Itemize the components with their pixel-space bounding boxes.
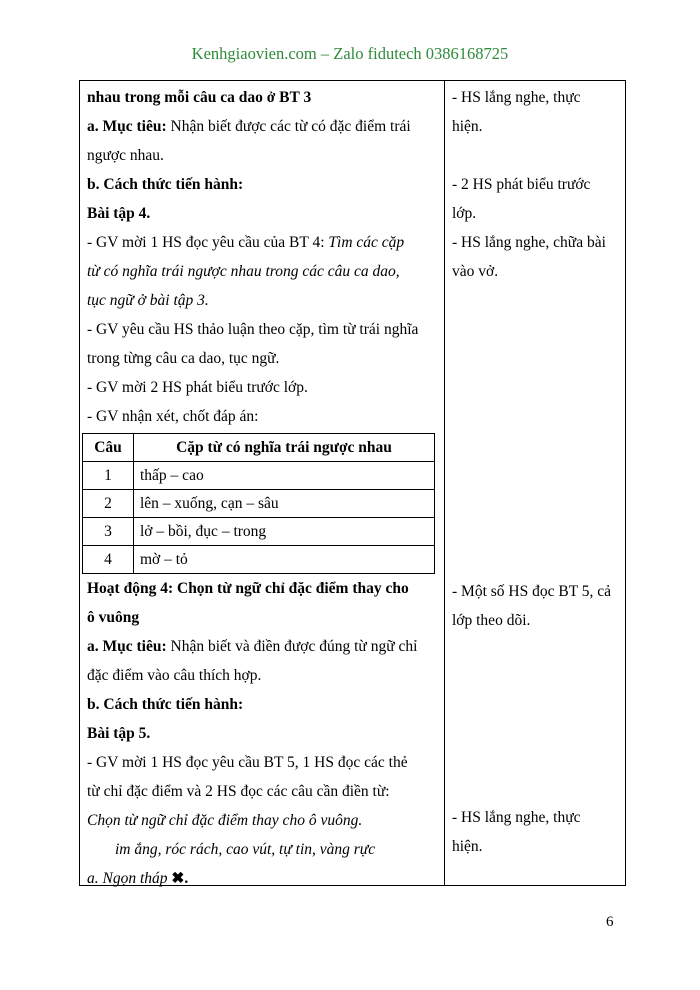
answer-table-header: [83, 434, 435, 462]
student-response-4b: lớp theo dõi.: [452, 612, 531, 629]
student-response-3a: - HS lắng nghe, chữa bài: [452, 234, 606, 251]
exercise-5-line-1: - GV mời 1 HS đọc yêu cầu BT 5, 1 HS đọc các thẻ: [87, 754, 408, 771]
objective-label: a. Mục tiêu:: [87, 118, 167, 135]
blank-mark-icon: ✖.: [171, 870, 189, 887]
table-row: [83, 490, 435, 518]
header-site: Kenhgiaovien.com: [191, 44, 317, 63]
objective-line-2: ngược nhau.: [87, 147, 164, 164]
lesson-table: [79, 80, 626, 886]
exercise-4-line-2: từ có nghĩa trái ngược nhau trong các câu ca dao,: [87, 263, 400, 280]
student-response-5b: hiện.: [452, 838, 483, 855]
sentence-a: [87, 864, 439, 893]
exercise-5-heading: Bài tập 5.: [87, 725, 151, 742]
table-row: [83, 518, 435, 546]
exercise-4-line-1: [87, 228, 439, 257]
student-response-2b: lớp.: [452, 205, 477, 222]
page-number: 6: [606, 914, 614, 930]
table-row: [83, 546, 435, 574]
objective-line: [87, 112, 439, 141]
exercise-4-line-3: tục ngữ ở bài tập 3.: [87, 292, 209, 309]
row-value: mờ – tỏ: [134, 546, 435, 574]
student-column: [452, 83, 622, 861]
header-contact: Zalo fidutech 0386168725: [333, 44, 509, 63]
sentence-a-text: a. Ngọn tháp: [87, 870, 172, 887]
exercise-4-line-5: trong từng câu ca dao, tục ngữ.: [87, 350, 280, 367]
objective-text: Nhận biết được các từ có đặc điểm trái: [166, 118, 411, 135]
student-response-4a: - Một số HS đọc BT 5, cả: [452, 583, 612, 600]
row-number: 4: [83, 546, 134, 574]
exercise-4-pre: - GV mời 1 HS đọc yêu cầu của BT 4:: [87, 234, 329, 251]
exercise-4-italic: Tìm các cặp: [328, 234, 405, 251]
exercise-4-line-4: - GV yêu cầu HS thảo luận theo cặp, tìm từ trái nghĩa: [87, 321, 419, 338]
exercise-5-line-2: từ chỉ đặc điểm và 2 HS đọc các câu cần điền từ:: [87, 783, 390, 800]
page-header: [0, 44, 700, 64]
teacher-column: [87, 83, 439, 893]
objective-2-label: a. Mục tiêu:: [87, 638, 167, 655]
student-response-2a: - 2 HS phát biểu trước: [452, 176, 591, 193]
student-response-1a: - HS lắng nghe, thực: [452, 89, 581, 106]
student-response-1b: hiện.: [452, 118, 483, 135]
answer-col-pairs: Cặp từ có nghĩa trái ngược nhau: [134, 434, 435, 462]
row-number: 3: [83, 518, 134, 546]
exercise-4-heading: Bài tập 4.: [87, 205, 151, 222]
activity-4-title: Hoạt động 4: Chọn từ ngữ chỉ đặc điểm thay cho: [87, 580, 409, 597]
header-separator: –: [316, 44, 334, 63]
exercise-4-line-7: - GV nhận xét, chốt đáp án:: [87, 408, 259, 425]
activity-4-title-2: ô vuông: [87, 609, 140, 626]
row-number: 2: [83, 490, 134, 518]
row-value: lở – bồi, đục – trong: [134, 518, 435, 546]
student-response-5a: - HS lắng nghe, thực: [452, 809, 581, 826]
answer-col-number: Câu: [83, 434, 134, 462]
activity-title-cont: nhau trong mỗi câu ca dao ở BT 3: [87, 89, 312, 106]
table-row: [83, 462, 435, 490]
exercise-4-line-6: - GV mời 2 HS phát biểu trước lớp.: [87, 379, 308, 396]
answer-table: [82, 433, 435, 574]
objective-2-line: [87, 632, 439, 661]
row-number: 1: [83, 462, 134, 490]
row-value: thấp – cao: [134, 462, 435, 490]
row-value: lên – xuống, cạn – sâu: [134, 490, 435, 518]
column-divider: [444, 81, 445, 885]
exercise-5-line-3: Chọn từ ngữ chỉ đặc điểm thay cho ô vuông.: [87, 812, 363, 829]
objective-2-line-2: đặc điểm vào câu thích hợp.: [87, 667, 262, 684]
student-response-3b: vào vở.: [452, 263, 499, 280]
word-bank: im ắng, róc rách, cao vút, tự tin, vàng rực: [115, 841, 376, 858]
method-heading: b. Cách thức tiến hành:: [87, 176, 244, 193]
objective-2-text: Nhận biết và điền được đúng từ ngữ chỉ: [166, 638, 418, 655]
method-2-heading: b. Cách thức tiến hành:: [87, 696, 244, 713]
